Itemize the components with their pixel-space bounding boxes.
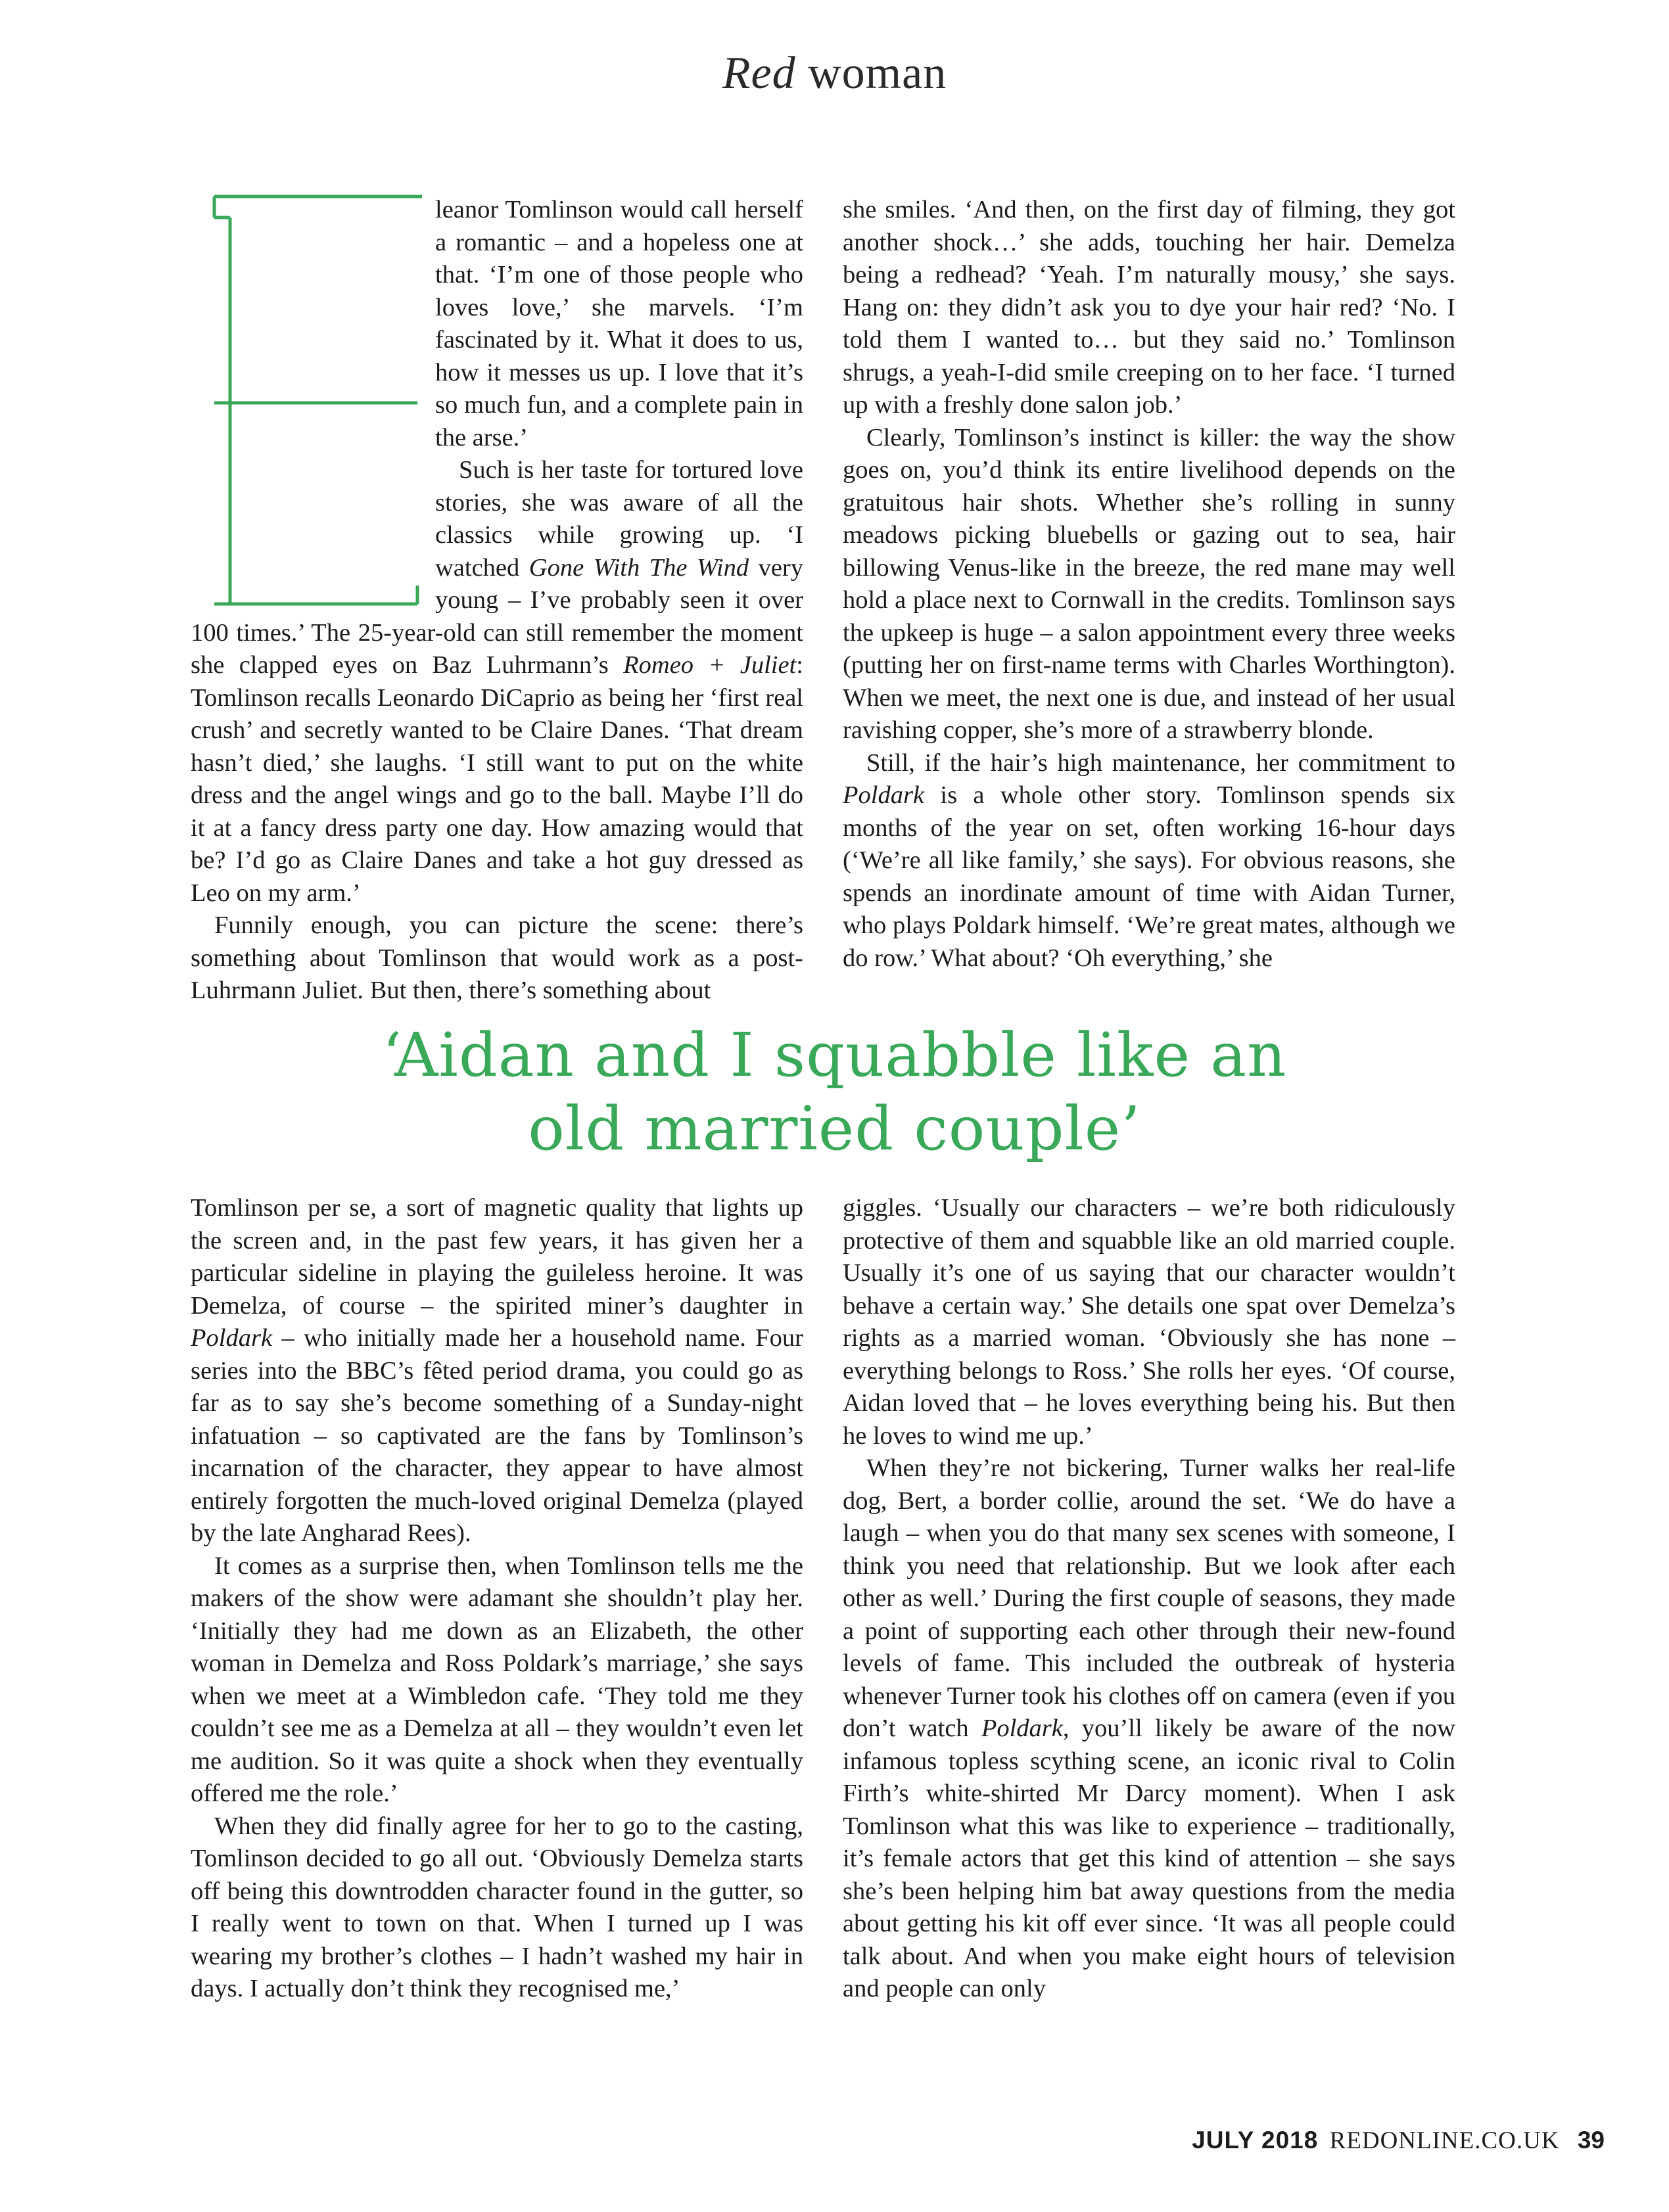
article-column-1 xyxy=(191,194,803,1007)
paragraph: giggles. ‘Usually our characters – we’re both ridiculously protective of them and squabble like an old married couple. Usually it’s one of us saying that our character wouldn’t behave a certain way.’ She details one spat over Demelza’s rights as a married woman. ‘Obviously she has none – everything belongs to Ross.’ She rolls her eyes. ‘Of course, Aidan loved that – he loves everything being his. But then he loves to wind me up.’ xyxy=(843,1194,1455,1450)
drop-cap xyxy=(191,194,422,611)
paragraph: she smiles. ‘And then, on the first day of filming, they got another shock…’ she adds, touching her hair. Demelza being a redhead? ‘Yeah. I’m naturally mousy,’ she says. Hang on: they didn’t ask you to dye your hair red? ‘No. I told them I wanted to… but they said no.’ Tomlinson shrugs, a yeah-I-did smile creeping on to her face. ‘I turned up with a freshly done salon job.’ xyxy=(843,196,1455,419)
paragraph: Tomlinson per se, a sort of magnetic quality that lights up the screen and, in the past few years, it has given her a particular sideline in playing the guileless heroine. It was Demelza, of course – the spirited miner’s daughter in Poldark – who initially made her a household name. Four series into the BBC’s fêted period drama, you could go as far as to say she’s become something of a Sunday-night infatuation – so captivated are the fans by Tomlinson’s incarnation of the character, they appear to have almost entirely forgotten the much-loved original Demelza (played by the late Angharad Rees). xyxy=(191,1194,803,1547)
paragraph: Funnily enough, you can picture the scene: there’s something about Tomlinson that would work as a post-Luhrmann Juliet. But then, there’s something about xyxy=(191,911,803,1004)
pull-quote xyxy=(0,1019,1669,1166)
article-column-3 xyxy=(191,1192,803,2006)
paragraph: Such is her taste for tortured love stories, she was aware of all the classics while growing up. ‘I watched Gone With The Wind very young – I’ve probably seen it over 100 times.’ The 25-year-old can still remember the moment she clapped eyes on Baz Luhrmann’s Romeo + Juliet: Tomlinson recalls Leonardo DiCaprio as being her ‘first real crush’ and secretly wanted to be Claire Danes. ‘That dream hasn’t died,’ she laughs. ‘I still want to put on the white dress and the angel wings and go to the ball. Maybe I’ll do it at a fancy dress party one day. How amazing would that be? I’d go as Claire Danes and take a hot guy dressed as Leo on my arm.’ xyxy=(191,456,804,907)
section-header xyxy=(0,47,1669,100)
pull-quote-line-1: ‘Aidan and I squabble like an xyxy=(382,1020,1287,1090)
paragraph: Still, if the hair’s high maintenance, her commitment to Poldark is a whole other story. Tomlinson spends six months of the year on set, often working 16-hour days (‘We’re all like family,’ she says). For obvious reasons, she spends an inordinate amount of time with Aidan Turner, who plays Poldark himself. ‘We’re great mates, although we do row.’ What about? ‘Oh everything,’ she xyxy=(843,749,1455,972)
section-name: woman xyxy=(808,48,947,99)
magazine-brand: Red xyxy=(722,48,796,99)
pull-quote-line-2: old married couple’ xyxy=(528,1094,1141,1164)
paragraph: Clearly, Tomlinson’s instinct is killer: the way the show goes on, you’d think its entire livelihood depends on the gratuitous hair shots. Whether she’s rolling in sunny meadows picking bluebells or gazing out to sea, hair billowing Venus-like in the breeze, the red mane may well hold a place next to Cornwall in the credits. Tomlinson says the upkeep is huge – a salon appointment every three weeks (putting her on first-name terms with Charles Worthington). When we meet, the next one is due, and instead of her usual ravishing copper, she’s more of a strawberry blonde. xyxy=(843,423,1455,744)
website: REDONLINE.CO.UK xyxy=(1329,2127,1560,2154)
article-column-4 xyxy=(843,1192,1455,2006)
article-column-2 xyxy=(843,194,1455,975)
paragraph: It comes as a surprise then, when Tomlinson tells me the makers of the show were adamant she shouldn’t play her. ‘Initially they had me down as an Elizabeth, the other woman in Demelza and Ross Poldark’s marriage,’ she says when we meet at a Wimbledon cafe. ‘They told me they couldn’t see me as a Demelza at all – they wouldn’t even let me audition. So it was quite a shock when they eventually offered me the role.’ xyxy=(191,1552,803,1807)
paragraph: leanor Tomlinson would call herself a romantic – and a hopeless one at that. ‘I’m one of those people who loves love,’ she marvels. ‘I’m fascinated by it. What it does to us, how it messes us up. I love that it’s so much fun, and a complete pain in the arse.’ xyxy=(435,196,803,451)
page-footer xyxy=(1192,2127,1605,2155)
paragraph: When they did finally agree for her to go to the casting, Tomlinson decided to go all out. ‘Obviously Demelza starts off being this downtrodden character found in the gutter, so I really went to town on that. When I turned up I was wearing my brother’s clothes – I hadn’t washed my hair in days. I actually don’t think they recognised me,’ xyxy=(191,1812,803,2002)
paragraph: When they’re not bickering, Turner walks her real-life dog, Bert, a border collie, around the set. ‘We do have a laugh – when you do that many sex scenes with someone, I think you need that relationship. But we look after each other as well.’ During the first couple of seasons, they made a point of supporting each other through their new-found levels of fame. This included the outbreak of hysteria whenever Turner took his clothes off on camera (even if you don’t watch Poldark, you’ll likely be aware of the now infamous topless scything scene, an iconic rival to Colin Firth’s white-shirted Mr Darcy moment). When I ask Tomlinson what this was like to experience – traditionally, it’s female actors that get this kind of attention – she says she’s been helping him bat away questions from the media about getting his kit off ever since. ‘It was all people could talk about. And when you make eight hours of television and people can only xyxy=(843,1454,1455,2002)
drop-cap-e-graphic xyxy=(191,194,422,611)
issue-date: JULY 2018 xyxy=(1192,2127,1319,2154)
page-number: 39 xyxy=(1577,2127,1605,2154)
